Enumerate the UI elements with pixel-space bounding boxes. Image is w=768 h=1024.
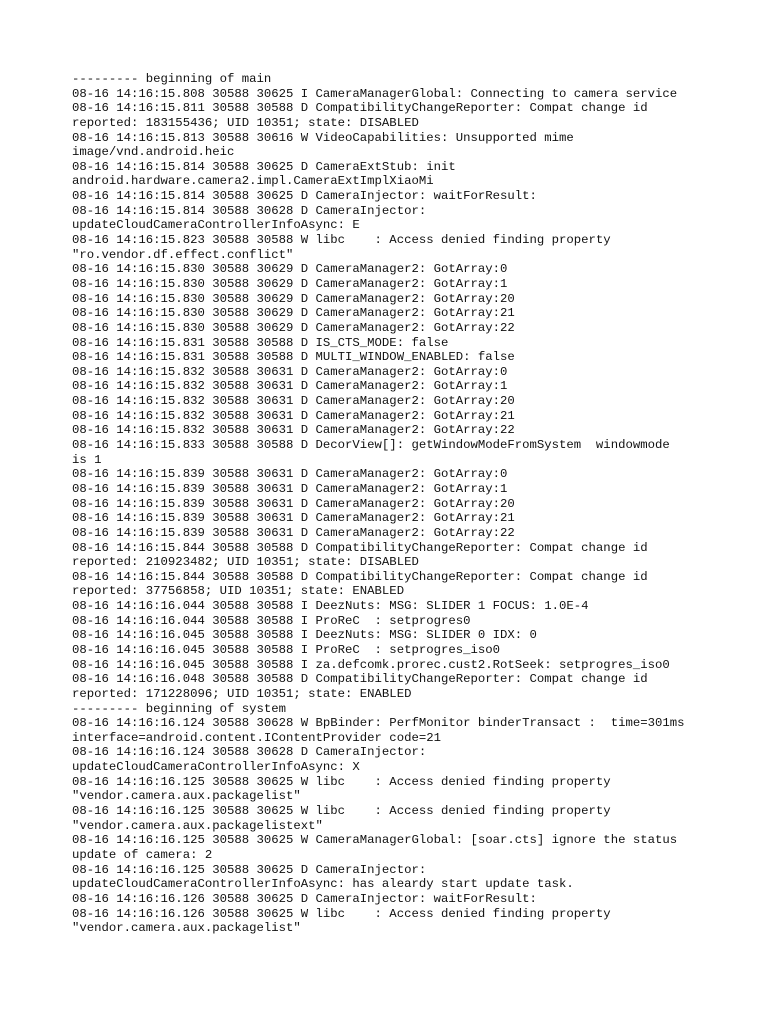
- log-line: updateCloudCameraControllerInfoAsync: E: [72, 218, 360, 233]
- log-line: "vendor.camera.aux.packagelistext": [72, 818, 323, 833]
- log-line: 08-16 14:16:15.830 30588 30629 D CameraManager2: GotArray:20: [72, 291, 515, 306]
- log-line: updateCloudCameraControllerInfoAsync: has aleardy start update task.: [72, 877, 574, 892]
- log-line: 08-16 14:16:16.124 30588 30628 D CameraInjector:: [72, 745, 427, 760]
- log-line: 08-16 14:16:15.830 30588 30629 D CameraManager2: GotArray:22: [72, 320, 515, 335]
- log-line: reported: 171228096; UID 10351; state: ENABLED: [72, 686, 412, 701]
- log-line: 08-16 14:16:15.831 30588 30588 D IS_CTS_MODE: false: [72, 335, 449, 350]
- log-line: 08-16 14:16:15.839 30588 30631 D CameraManager2: GotArray:21: [72, 511, 515, 526]
- log-line: 08-16 14:16:16.125 30588 30625 W libc : Access denied finding property: [72, 804, 611, 819]
- log-line: 08-16 14:16:16.044 30588 30588 I ProReC : setprogres0: [72, 613, 471, 628]
- log-line: 08-16 14:16:15.814 30588 30628 D CameraInjector:: [72, 203, 427, 218]
- log-line: --------- beginning of main: [72, 72, 272, 86]
- log-line: 08-16 14:16:15.830 30588 30629 D CameraManager2: GotArray:0: [72, 262, 508, 277]
- log-line: 08-16 14:16:15.814 30588 30625 D CameraInjector: waitForResult:: [72, 189, 537, 204]
- log-line: 08-16 14:16:16.125 30588 30625 W libc : Access denied finding property: [72, 774, 611, 789]
- log-line: 08-16 14:16:16.045 30588 30588 I DeezNuts: MSG: SLIDER 0 IDX: 0: [72, 628, 537, 643]
- log-line: 08-16 14:16:15.832 30588 30631 D CameraManager2: GotArray:22: [72, 423, 515, 438]
- log-line: 08-16 14:16:15.839 30588 30631 D CameraManager2: GotArray:20: [72, 496, 515, 511]
- log-line: 08-16 14:16:16.124 30588 30628 W BpBinder: PerfMonitor binderTransact : time=301ms: [72, 716, 685, 731]
- log-line: --------- beginning of system: [72, 701, 287, 716]
- log-line: 08-16 14:16:15.833 30588 30588 D DecorView[]: getWindowModeFromSystem windowmode: [72, 438, 670, 453]
- log-line: is 1: [72, 452, 102, 467]
- log-line: 08-16 14:16:15.811 30588 30588 D CompatibilityChangeReporter: Compat change id: [72, 101, 648, 116]
- log-line: 08-16 14:16:16.125 30588 30625 D CameraInjector:: [72, 862, 427, 877]
- log-line: 08-16 14:16:15.831 30588 30588 D MULTI_WINDOW_ENABLED: false: [72, 350, 515, 365]
- log-line: 08-16 14:16:15.814 30588 30625 D CameraExtStub: init: [72, 159, 456, 174]
- log-line: reported: 210923482; UID 10351; state: DISABLED: [72, 555, 419, 570]
- log-line: 08-16 14:16:15.844 30588 30588 D CompatibilityChangeReporter: Compat change id: [72, 540, 648, 555]
- log-line: 08-16 14:16:15.832 30588 30631 D CameraManager2: GotArray:1: [72, 379, 508, 394]
- log-line: 08-16 14:16:15.832 30588 30631 D CameraManager2: GotArray:20: [72, 394, 515, 409]
- log-line: 08-16 14:16:15.823 30588 30588 W libc : Access denied finding property: [72, 233, 611, 248]
- log-line: 08-16 14:16:16.048 30588 30588 D CompatibilityChangeReporter: Compat change id: [72, 672, 648, 687]
- log-line: interface=android.content.IContentProvider code=21: [72, 730, 441, 745]
- log-line: image/vnd.android.heic: [72, 145, 235, 160]
- log-line: "ro.vendor.df.effect.conflict": [72, 247, 294, 262]
- log-line: reported: 37756858; UID 10351; state: ENABLED: [72, 584, 405, 599]
- log-line: "vendor.camera.aux.packagelist": [72, 789, 301, 804]
- log-document: [72, 72, 712, 936]
- log-line: 08-16 14:16:15.808 30588 30625 I CameraManagerGlobal: Connecting to camera service: [72, 86, 678, 101]
- log-line: 08-16 14:16:15.839 30588 30631 D CameraManager2: GotArray:22: [72, 525, 515, 540]
- log-line: android.hardware.camera2.impl.CameraExtImplXiaoMi: [72, 174, 434, 189]
- log-line: update of camera: 2: [72, 847, 213, 862]
- log-line: 08-16 14:16:15.832 30588 30631 D CameraManager2: GotArray:0: [72, 364, 508, 379]
- log-line: 08-16 14:16:15.830 30588 30629 D CameraManager2: GotArray:21: [72, 306, 515, 321]
- log-line: 08-16 14:16:15.813 30588 30616 W VideoCapabilities: Unsupported mime: [72, 130, 574, 145]
- log-line: 08-16 14:16:16.045 30588 30588 I ProReC : setprogres_iso0: [72, 642, 501, 657]
- log-line: 08-16 14:16:15.839 30588 30631 D CameraManager2: GotArray:0: [72, 467, 508, 482]
- log-line: 08-16 14:16:15.839 30588 30631 D CameraManager2: GotArray:1: [72, 481, 508, 496]
- log-line: "vendor.camera.aux.packagelist": [72, 921, 301, 936]
- log-line: reported: 183155436; UID 10351; state: DISABLED: [72, 115, 419, 130]
- log-line: 08-16 14:16:16.126 30588 30625 D CameraInjector: waitForResult:: [72, 891, 537, 906]
- log-line: updateCloudCameraControllerInfoAsync: X: [72, 760, 360, 775]
- log-line: 08-16 14:16:16.044 30588 30588 I DeezNuts: MSG: SLIDER 1 FOCUS: 1.0E-4: [72, 599, 589, 614]
- log-line: 08-16 14:16:16.126 30588 30625 W libc : Access denied finding property: [72, 906, 611, 921]
- log-line: 08-16 14:16:15.844 30588 30588 D CompatibilityChangeReporter: Compat change id: [72, 569, 648, 584]
- log-line: 08-16 14:16:16.045 30588 30588 I za.defcomk.prorec.cust2.RotSeek: setprogres_iso0: [72, 657, 670, 672]
- log-line: 08-16 14:16:16.125 30588 30625 W CameraManagerGlobal: [soar.cts] ignore the status: [72, 833, 678, 848]
- log-line: 08-16 14:16:15.832 30588 30631 D CameraManager2: GotArray:21: [72, 408, 515, 423]
- log-line: 08-16 14:16:15.830 30588 30629 D CameraManager2: GotArray:1: [72, 276, 508, 291]
